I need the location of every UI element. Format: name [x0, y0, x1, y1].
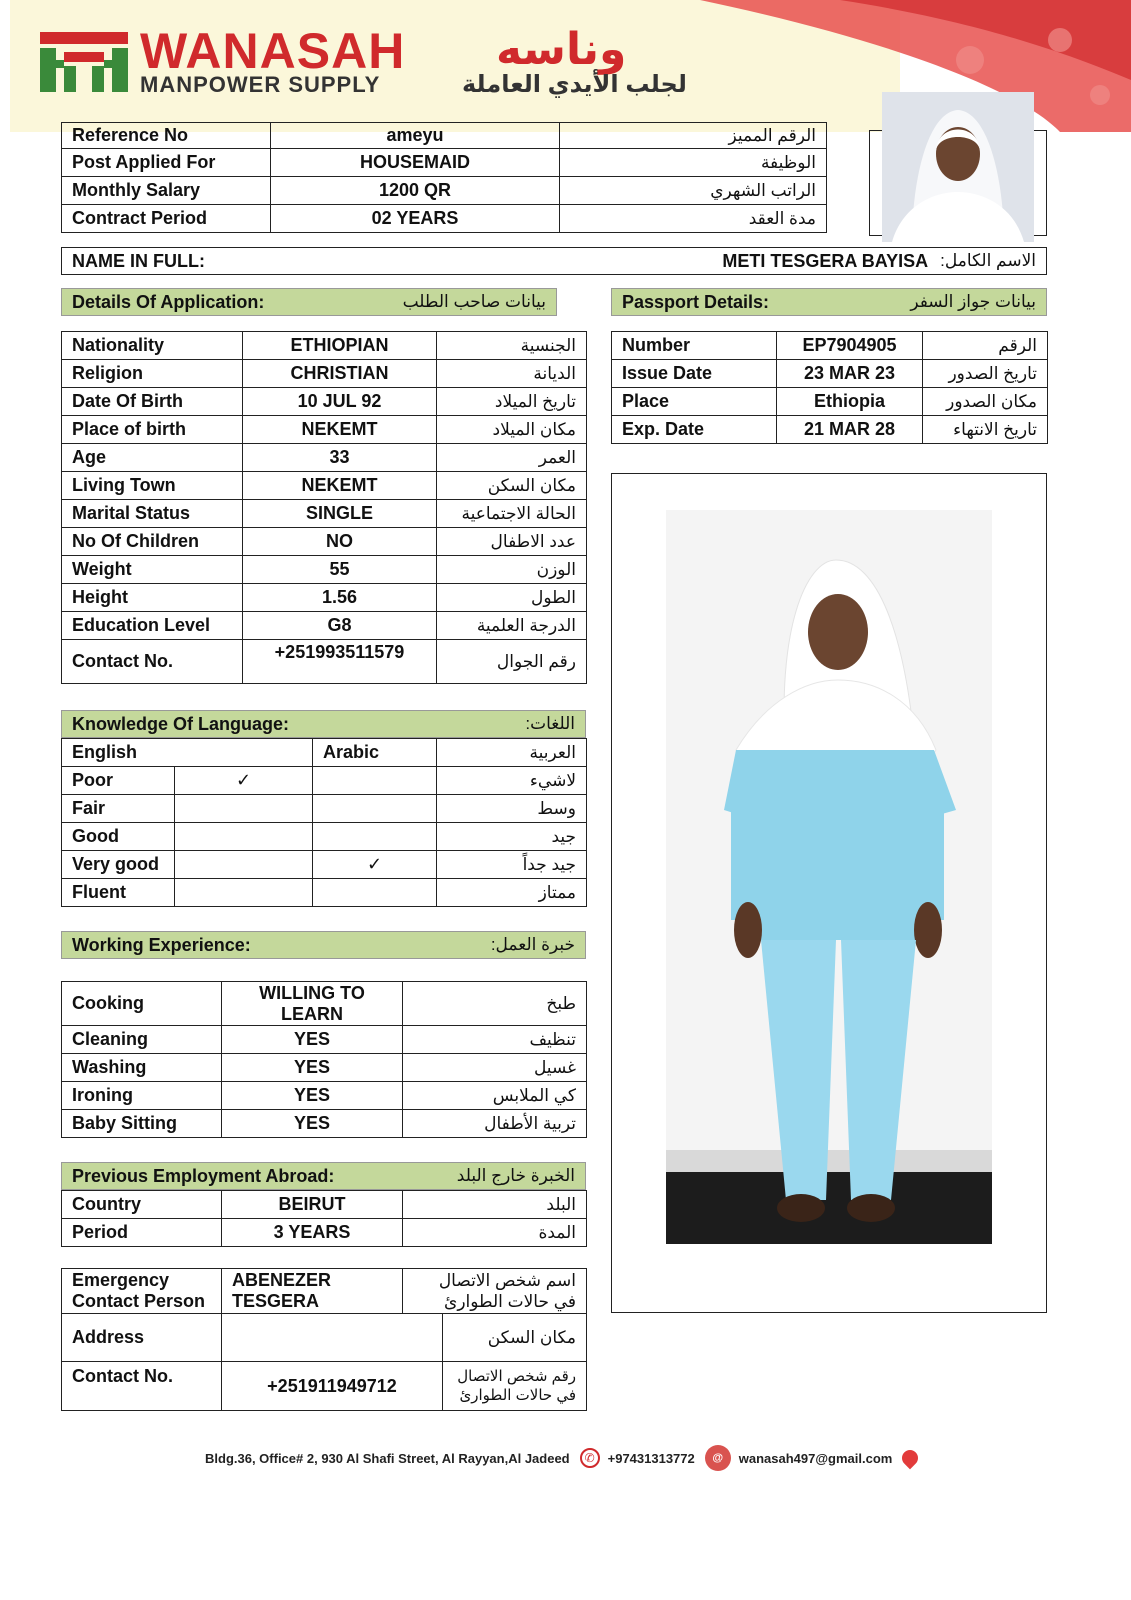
passport-section-header [611, 288, 1047, 316]
row-label: Weight [62, 556, 243, 584]
row-label-arabic: غسيل [403, 1054, 587, 1082]
table-row [62, 640, 587, 684]
row-label-arabic: الوزن [437, 556, 587, 584]
row-label-arabic: تربية الأطفال [403, 1110, 587, 1138]
section-title: Details Of Application: [72, 291, 265, 312]
row-label: Place of birth [62, 416, 243, 444]
row-label-arabic: الجنسية [437, 332, 587, 360]
brand-subtitle-arabic: لجلب الأيدي العاملة [462, 71, 687, 98]
row-label-arabic: مكان السكن [437, 472, 587, 500]
address-value [222, 1314, 443, 1362]
footer [205, 1446, 945, 1470]
section-title: Previous Employment Abroad: [72, 1165, 335, 1186]
footer-address: Bldg.36, Office# 2, 930 Al Shafi Street, Al Rayyan,Al Jadeed [205, 1450, 570, 1466]
row-label: Good [62, 823, 175, 851]
emergency-contact-value: +251911949712 [222, 1362, 443, 1411]
row-label: Age [62, 444, 243, 472]
row-label-arabic: جيد جداً [437, 851, 587, 879]
row-label: Baby Sitting [62, 1110, 222, 1138]
row-value: NEKEMT [243, 472, 437, 500]
row-label: Very good [62, 851, 175, 879]
row-value: 3 YEARS [222, 1219, 403, 1247]
row-label-arabic: كي الملابس [403, 1082, 587, 1110]
footer-email: wanasah497@gmail.com [738, 1450, 893, 1466]
row-value: EP7904905 [777, 332, 923, 360]
row-label-arabic: عدد الاطفال [437, 528, 587, 556]
table-row [62, 360, 587, 388]
section-title-arabic: بيانات جواز السفر [910, 292, 1036, 311]
row-label-arabic: تاريخ الميلاد [437, 388, 587, 416]
row-value: NO [243, 528, 437, 556]
table-row [62, 472, 587, 500]
row-label-arabic: الرقم [923, 332, 1048, 360]
application-section-header [61, 288, 557, 316]
language-header-arabic-label: العربية [437, 739, 587, 767]
row-value: ETHIOPIAN [243, 332, 437, 360]
row-value: 23 MAR 23 [777, 360, 923, 388]
section-title-arabic: خبرة العمل: [490, 935, 575, 954]
row-label: Marital Status [62, 500, 243, 528]
info-label-arabic: الرقم المميز [560, 123, 827, 149]
row-label: Living Town [62, 472, 243, 500]
table-row [612, 332, 1048, 360]
row-label: Washing [62, 1054, 222, 1082]
emergency-contact-label: Contact No. [62, 1362, 222, 1411]
full-name-value: METI TESGERA BAYISA [722, 250, 929, 271]
row-value: YES [222, 1110, 403, 1138]
row-label: Contact No. [62, 640, 243, 684]
emergency-contact-table [61, 1268, 587, 1411]
info-value: HOUSEMAID [271, 149, 560, 177]
section-title-arabic: اللغات: [525, 714, 575, 733]
table-row [62, 388, 587, 416]
application-table [61, 331, 587, 684]
table-row [62, 795, 587, 823]
table-row [62, 612, 587, 640]
full-body-photo [666, 510, 992, 1244]
table-row [62, 332, 587, 360]
email-icon: @ [705, 1445, 731, 1471]
emergency-person-value: ABENEZER TESGERA [222, 1269, 403, 1314]
table-row [62, 739, 587, 767]
section-title: Working Experience: [72, 934, 251, 955]
table-row [62, 1191, 587, 1219]
experience-table [61, 981, 587, 1138]
row-label-arabic: مكان الميلاد [437, 416, 587, 444]
emergency-contact-label-arabic: رقم شخص الاتصال في حالات الطوارئ [443, 1362, 587, 1411]
row-label: Issue Date [612, 360, 777, 388]
row-label-arabic: الحالة الاجتماعية [437, 500, 587, 528]
table-row [62, 823, 587, 851]
row-label: Cooking [62, 982, 222, 1026]
row-label: Exp. Date [612, 416, 777, 444]
english-check [175, 879, 313, 907]
previous-employment-table [61, 1190, 587, 1247]
table-row [62, 444, 587, 472]
row-label: Place [612, 388, 777, 416]
previous-employment-section-header [61, 1162, 586, 1190]
table-row [62, 1054, 587, 1082]
table-row [62, 1110, 587, 1138]
full-name-row [61, 247, 1047, 275]
language-header-english: English [62, 739, 313, 767]
table-row [612, 388, 1048, 416]
info-value: ameyu [271, 123, 560, 149]
row-value: YES [222, 1082, 403, 1110]
table-row [62, 177, 827, 205]
info-value: 02 YEARS [271, 205, 560, 233]
experience-section-header [61, 931, 586, 959]
table-row [62, 123, 827, 149]
row-value: 10 JUL 92 [243, 388, 437, 416]
arabic-check [313, 795, 437, 823]
row-value: NEKEMT [243, 416, 437, 444]
arabic-check [313, 879, 437, 907]
row-label-arabic: مكان الصدور [923, 388, 1048, 416]
info-label-arabic: مدة العقد [560, 205, 827, 233]
row-label: Height [62, 584, 243, 612]
headshot-photo [882, 92, 1034, 242]
row-label-arabic: جيد [437, 823, 587, 851]
table-row [62, 556, 587, 584]
brand-subtitle: MANPOWER SUPPLY [140, 72, 381, 97]
row-label-arabic: البلد [403, 1191, 587, 1219]
section-title: Passport Details: [622, 291, 770, 312]
location-pin-icon [899, 1447, 922, 1470]
section-title-arabic: بيانات صاحب الطلب [402, 292, 546, 311]
row-label-arabic: لاشيء [437, 767, 587, 795]
row-label-arabic: الطول [437, 584, 587, 612]
english-check [175, 851, 313, 879]
row-label: Religion [62, 360, 243, 388]
section-title: Knowledge Of Language: [72, 713, 290, 734]
full-name-label: NAME IN FULL: [72, 250, 205, 271]
row-label: Fluent [62, 879, 175, 907]
table-row [62, 767, 587, 795]
address-label-arabic: مكان السكن [443, 1314, 587, 1362]
row-label-arabic: الدرجة العلمية [437, 612, 587, 640]
language-header-arabic: Arabic [313, 739, 437, 767]
wanasah-logo-icon [38, 30, 130, 94]
english-check [175, 823, 313, 851]
table-row [62, 149, 827, 177]
row-value: 33 [243, 444, 437, 472]
person-full-body-icon [666, 510, 992, 1244]
table-row [62, 1082, 587, 1110]
row-value: Ethiopia [777, 388, 923, 416]
row-label-arabic: ممتاز [437, 879, 587, 907]
row-label: No Of Children [62, 528, 243, 556]
table-row [62, 584, 587, 612]
info-label: Reference No [62, 123, 271, 149]
section-title-arabic: الخبرة خارج البلد [456, 1166, 575, 1185]
row-label: Date Of Birth [62, 388, 243, 416]
row-label: Poor [62, 767, 175, 795]
emergency-person-label-arabic: اسم شخص الاتصال في حالات الطوارئ [403, 1269, 587, 1314]
table-row [62, 416, 587, 444]
english-check [175, 795, 313, 823]
brand-name-arabic: وناسه [496, 25, 627, 74]
table-row [612, 360, 1048, 388]
row-label: Nationality [62, 332, 243, 360]
row-value: SINGLE [243, 500, 437, 528]
row-label-arabic: الديانة [437, 360, 587, 388]
row-label-arabic: العمر [437, 444, 587, 472]
row-label-arabic: رقم الجوال [437, 640, 587, 684]
table-row [62, 205, 827, 233]
row-value: 55 [243, 556, 437, 584]
row-label: Education Level [62, 612, 243, 640]
language-section-header [61, 710, 586, 738]
arabic-check [313, 823, 437, 851]
table-row [62, 879, 587, 907]
row-label-arabic: تاريخ الانتهاء [923, 416, 1048, 444]
row-label-arabic: المدة [403, 1219, 587, 1247]
row-label-arabic: طبخ [403, 982, 587, 1026]
table-row [62, 982, 587, 1026]
row-label: Fair [62, 795, 175, 823]
row-value: 1.56 [243, 584, 437, 612]
row-value: BEIRUT [222, 1191, 403, 1219]
table-row [62, 528, 587, 556]
brand-name: WANASAH [140, 23, 406, 79]
emergency-person-label: Emergency Contact Person [62, 1269, 222, 1314]
row-value: CHRISTIAN [243, 360, 437, 388]
table-row [62, 1219, 587, 1247]
row-label: Cleaning [62, 1026, 222, 1054]
table-row [612, 416, 1048, 444]
table-row [62, 500, 587, 528]
row-label: Ironing [62, 1082, 222, 1110]
address-label: Address [62, 1314, 222, 1362]
row-label-arabic: وسط [437, 795, 587, 823]
info-value: 1200 QR [271, 177, 560, 205]
language-table [61, 738, 587, 907]
english-check: ✓ [175, 767, 313, 795]
footer-phone: +97431313772 [607, 1450, 695, 1466]
row-value: +251993511579 [243, 640, 437, 684]
row-value: 21 MAR 28 [777, 416, 923, 444]
phone-icon: ✆ [580, 1448, 600, 1468]
table-row [62, 1314, 587, 1362]
table-row [62, 1026, 587, 1054]
info-label: Post Applied For [62, 149, 271, 177]
info-label-arabic: الوظيفة [560, 149, 827, 177]
row-value: WILLING TO LEARN [222, 982, 403, 1026]
arabic-check: ✓ [313, 851, 437, 879]
passport-table [611, 331, 1048, 444]
arabic-check [313, 767, 437, 795]
row-label: Number [612, 332, 777, 360]
row-value: G8 [243, 612, 437, 640]
person-headshot-icon [882, 92, 1034, 242]
row-label-arabic: تاريخ الصدور [923, 360, 1048, 388]
info-label: Contract Period [62, 205, 271, 233]
table-row [62, 1362, 587, 1411]
info-label: Monthly Salary [62, 177, 271, 205]
full-name-label-arabic: الاسم الكامل: [940, 251, 1036, 270]
row-value: YES [222, 1054, 403, 1082]
top-info-table [61, 122, 827, 233]
row-label: Country [62, 1191, 222, 1219]
info-label-arabic: الراتب الشهري [560, 177, 827, 205]
table-row [62, 1269, 587, 1314]
table-row [62, 851, 587, 879]
row-label-arabic: تنظيف [403, 1026, 587, 1054]
row-label: Period [62, 1219, 222, 1247]
row-value: YES [222, 1026, 403, 1054]
